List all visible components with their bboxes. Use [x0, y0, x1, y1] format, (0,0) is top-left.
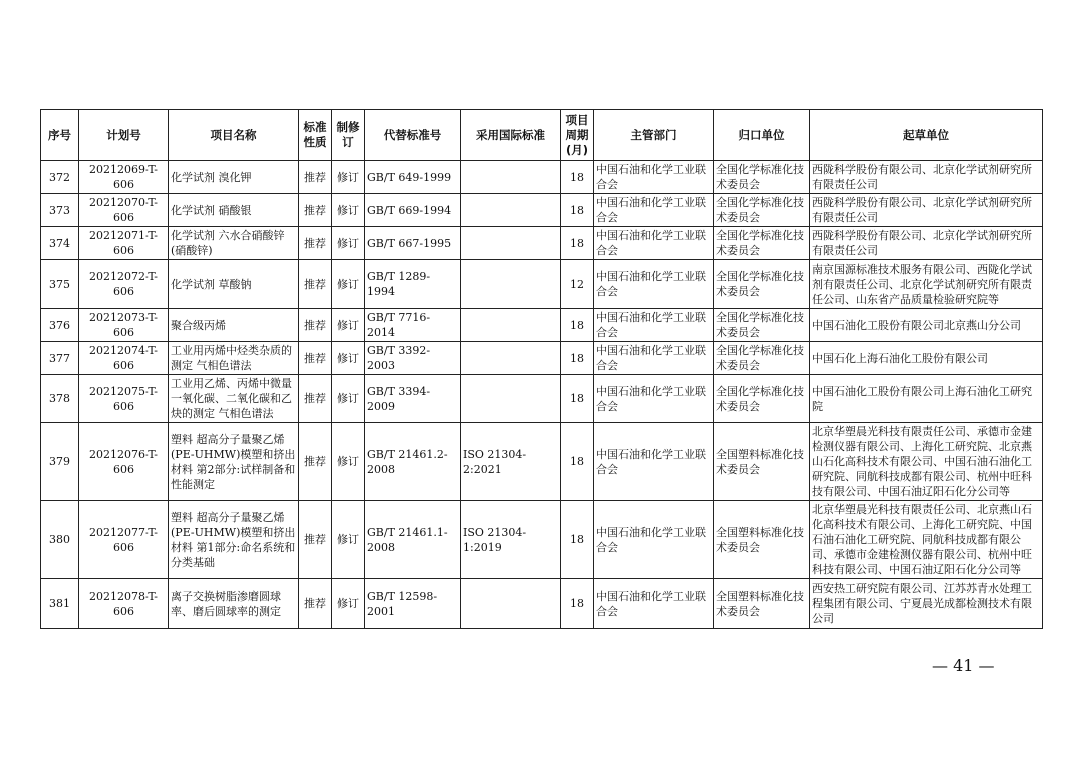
cell-international-standard: ISO 21304-1:2019 — [461, 501, 561, 579]
col-header-project-period: 项目周期(月) — [561, 110, 594, 161]
table-row — [41, 161, 1043, 194]
cell-project-period: 18 — [561, 579, 594, 629]
cell-revision-type: 修订 — [332, 342, 365, 375]
cell-responsible-unit: 全国塑料标准化技术委员会 — [714, 423, 810, 501]
cell-seq: 380 — [41, 501, 79, 579]
cell-standard-nature: 推荐 — [299, 423, 332, 501]
cell-project-period: 12 — [561, 260, 594, 309]
cell-plan-no: 20212074-T-606 — [79, 342, 169, 375]
table-row — [41, 375, 1043, 423]
cell-replaced-standard: GB/T 649-1999 — [365, 161, 461, 194]
cell-revision-type: 修订 — [332, 194, 365, 227]
cell-drafting-units: 中国石油化工股份有限公司北京燕山分公司 — [810, 309, 1043, 342]
cell-project-period: 18 — [561, 227, 594, 260]
cell-project-name: 化学试剂 六水合硝酸锌(硝酸锌) — [169, 227, 299, 260]
cell-plan-no: 20212073-T-606 — [79, 309, 169, 342]
cell-plan-no: 20212076-T-606 — [79, 423, 169, 501]
cell-project-period: 18 — [561, 309, 594, 342]
cell-competent-department: 中国石油和化学工业联合会 — [594, 194, 714, 227]
col-header-standard-nature: 标准性质 — [299, 110, 332, 161]
cell-seq: 374 — [41, 227, 79, 260]
cell-international-standard — [461, 309, 561, 342]
cell-project-period: 18 — [561, 342, 594, 375]
cell-plan-no: 20212070-T-606 — [79, 194, 169, 227]
cell-drafting-units: 南京国源标准技术服务有限公司、西陇化学试剂有限责任公司、北京化学试剂研究所有限责任公司、山东省产品质量检验研究院等 — [810, 260, 1043, 309]
cell-project-name: 工业用丙烯中烃类杂质的测定 气相色谱法 — [169, 342, 299, 375]
cell-international-standard — [461, 375, 561, 423]
cell-drafting-units: 西安热工研究院有限公司、江苏苏青水处理工程集团有限公司、宁夏晨光成都检测技术有限公司 — [810, 579, 1043, 629]
cell-competent-department: 中国石油和化学工业联合会 — [594, 423, 714, 501]
table-header — [41, 110, 1043, 161]
cell-competent-department: 中国石油和化学工业联合会 — [594, 375, 714, 423]
cell-responsible-unit: 全国化学标准化技术委员会 — [714, 342, 810, 375]
cell-competent-department: 中国石油和化学工业联合会 — [594, 579, 714, 629]
cell-replaced-standard: GB/T 1289-1994 — [365, 260, 461, 309]
cell-responsible-unit: 全国化学标准化技术委员会 — [714, 375, 810, 423]
table-row — [41, 194, 1043, 227]
cell-revision-type: 修订 — [332, 161, 365, 194]
cell-international-standard — [461, 260, 561, 309]
col-header-replaced-standard: 代替标准号 — [365, 110, 461, 161]
cell-international-standard — [461, 194, 561, 227]
cell-international-standard — [461, 161, 561, 194]
cell-replaced-standard: GB/T 21461.1-2008 — [365, 501, 461, 579]
cell-replaced-standard: GB/T 7716-2014 — [365, 309, 461, 342]
cell-project-period: 18 — [561, 161, 594, 194]
cell-project-name: 塑料 超高分子量聚乙烯(PE-UHMW)模塑和挤出材料 第1部分:命名系统和分类基础 — [169, 501, 299, 579]
col-header-competent-department: 主管部门 — [594, 110, 714, 161]
col-header-seq: 序号 — [41, 110, 79, 161]
cell-project-name: 离子交换树脂渗磨圆球率、磨后圆球率的测定 — [169, 579, 299, 629]
cell-revision-type: 修订 — [332, 423, 365, 501]
cell-replaced-standard: GB/T 3392-2003 — [365, 342, 461, 375]
cell-seq: 378 — [41, 375, 79, 423]
cell-standard-nature: 推荐 — [299, 579, 332, 629]
cell-drafting-units: 西陇科学股份有限公司、北京化学试剂研究所有限责任公司 — [810, 194, 1043, 227]
cell-standard-nature: 推荐 — [299, 501, 332, 579]
cell-seq: 381 — [41, 579, 79, 629]
cell-responsible-unit: 全国塑料标准化技术委员会 — [714, 579, 810, 629]
cell-seq: 373 — [41, 194, 79, 227]
cell-seq: 375 — [41, 260, 79, 309]
cell-revision-type: 修订 — [332, 227, 365, 260]
cell-plan-no: 20212072-T-606 — [79, 260, 169, 309]
cell-standard-nature: 推荐 — [299, 342, 332, 375]
cell-project-period: 18 — [561, 501, 594, 579]
cell-replaced-standard: GB/T 12598-2001 — [365, 579, 461, 629]
table-body — [41, 161, 1043, 629]
cell-seq: 376 — [41, 309, 79, 342]
col-header-responsible-unit: 归口单位 — [714, 110, 810, 161]
col-header-plan-no: 计划号 — [79, 110, 169, 161]
cell-responsible-unit: 全国化学标准化技术委员会 — [714, 309, 810, 342]
cell-seq: 372 — [41, 161, 79, 194]
cell-project-name: 聚合级丙烯 — [169, 309, 299, 342]
standards-plan-sheet — [40, 109, 1042, 629]
cell-standard-nature: 推荐 — [299, 194, 332, 227]
cell-seq: 379 — [41, 423, 79, 501]
cell-standard-nature: 推荐 — [299, 227, 332, 260]
col-header-project-name: 项目名称 — [169, 110, 299, 161]
cell-project-name: 化学试剂 草酸钠 — [169, 260, 299, 309]
cell-project-name: 化学试剂 硝酸银 — [169, 194, 299, 227]
cell-drafting-units: 北京华塑晨光科技有限责任公司、北京燕山石化高科技术有限公司、上海化工研究院、中国石油石油化工研究院、同航科技成都有限公司、承德市金建检测仪器有限公司、杭州中旺科技有限公司、中国石油辽阳石化分公司等 — [810, 501, 1043, 579]
col-header-drafting-units: 起草单位 — [810, 110, 1043, 161]
header-row — [41, 110, 1043, 161]
cell-drafting-units: 西陇科学股份有限公司、北京化学试剂研究所有限责任公司 — [810, 161, 1043, 194]
table-row — [41, 501, 1043, 579]
table-row — [41, 342, 1043, 375]
cell-plan-no: 20212071-T-606 — [79, 227, 169, 260]
table-row — [41, 579, 1043, 629]
cell-plan-no: 20212069-T-606 — [79, 161, 169, 194]
cell-project-period: 18 — [561, 423, 594, 501]
cell-international-standard — [461, 227, 561, 260]
table-row — [41, 260, 1043, 309]
cell-competent-department: 中国石油和化学工业联合会 — [594, 161, 714, 194]
cell-plan-no: 20212077-T-606 — [79, 501, 169, 579]
cell-project-name: 工业用乙烯、丙烯中微量一氧化碳、二氧化碳和乙炔的测定 气相色谱法 — [169, 375, 299, 423]
cell-responsible-unit: 全国塑料标准化技术委员会 — [714, 501, 810, 579]
cell-seq: 377 — [41, 342, 79, 375]
col-header-international-standard: 采用国际标准 — [461, 110, 561, 161]
cell-revision-type: 修订 — [332, 375, 365, 423]
cell-project-period: 18 — [561, 194, 594, 227]
cell-competent-department: 中国石油和化学工业联合会 — [594, 342, 714, 375]
cell-project-name: 塑料 超高分子量聚乙烯(PE-UHMW)模塑和挤出材料 第2部分:试样制备和性能测定 — [169, 423, 299, 501]
cell-standard-nature: 推荐 — [299, 309, 332, 342]
cell-plan-no: 20212078-T-606 — [79, 579, 169, 629]
cell-international-standard — [461, 342, 561, 375]
cell-drafting-units: 西陇科学股份有限公司、北京化学试剂研究所有限责任公司 — [810, 227, 1043, 260]
cell-revision-type: 修订 — [332, 501, 365, 579]
table-row — [41, 227, 1043, 260]
cell-replaced-standard: GB/T 667-1995 — [365, 227, 461, 260]
cell-plan-no: 20212075-T-606 — [79, 375, 169, 423]
cell-responsible-unit: 全国化学标准化技术委员会 — [714, 161, 810, 194]
cell-revision-type: 修订 — [332, 579, 365, 629]
cell-competent-department: 中国石油和化学工业联合会 — [594, 501, 714, 579]
cell-replaced-standard: GB/T 669-1994 — [365, 194, 461, 227]
cell-responsible-unit: 全国化学标准化技术委员会 — [714, 194, 810, 227]
page-number: — 41 — — [932, 656, 995, 675]
table-row — [41, 423, 1043, 501]
cell-drafting-units: 北京华塑晨光科技有限责任公司、承德市金建检测仪器有限公司、上海化工研究院、北京燕山石化高科技术有限公司、中国石油石油化工研究院、同航科技成都有限公司、杭州中旺科技有限公司、中国石油辽阳石化分公司等 — [810, 423, 1043, 501]
cell-standard-nature: 推荐 — [299, 161, 332, 194]
cell-international-standard — [461, 579, 561, 629]
cell-project-name: 化学试剂 溴化钾 — [169, 161, 299, 194]
cell-competent-department: 中国石油和化学工业联合会 — [594, 227, 714, 260]
cell-revision-type: 修订 — [332, 260, 365, 309]
cell-standard-nature: 推荐 — [299, 375, 332, 423]
cell-responsible-unit: 全国化学标准化技术委员会 — [714, 260, 810, 309]
cell-drafting-units: 中国石油化工股份有限公司上海石油化工研究院 — [810, 375, 1043, 423]
cell-international-standard: ISO 21304-2:2021 — [461, 423, 561, 501]
cell-project-period: 18 — [561, 375, 594, 423]
table-row — [41, 309, 1043, 342]
cell-standard-nature: 推荐 — [299, 260, 332, 309]
cell-revision-type: 修订 — [332, 309, 365, 342]
cell-replaced-standard: GB/T 3394-2009 — [365, 375, 461, 423]
cell-competent-department: 中国石油和化学工业联合会 — [594, 260, 714, 309]
standards-table — [40, 109, 1043, 629]
cell-replaced-standard: GB/T 21461.2-2008 — [365, 423, 461, 501]
cell-responsible-unit: 全国化学标准化技术委员会 — [714, 227, 810, 260]
cell-drafting-units: 中国石化上海石油化工股份有限公司 — [810, 342, 1043, 375]
col-header-revision-type: 制修订 — [332, 110, 365, 161]
cell-competent-department: 中国石油和化学工业联合会 — [594, 309, 714, 342]
